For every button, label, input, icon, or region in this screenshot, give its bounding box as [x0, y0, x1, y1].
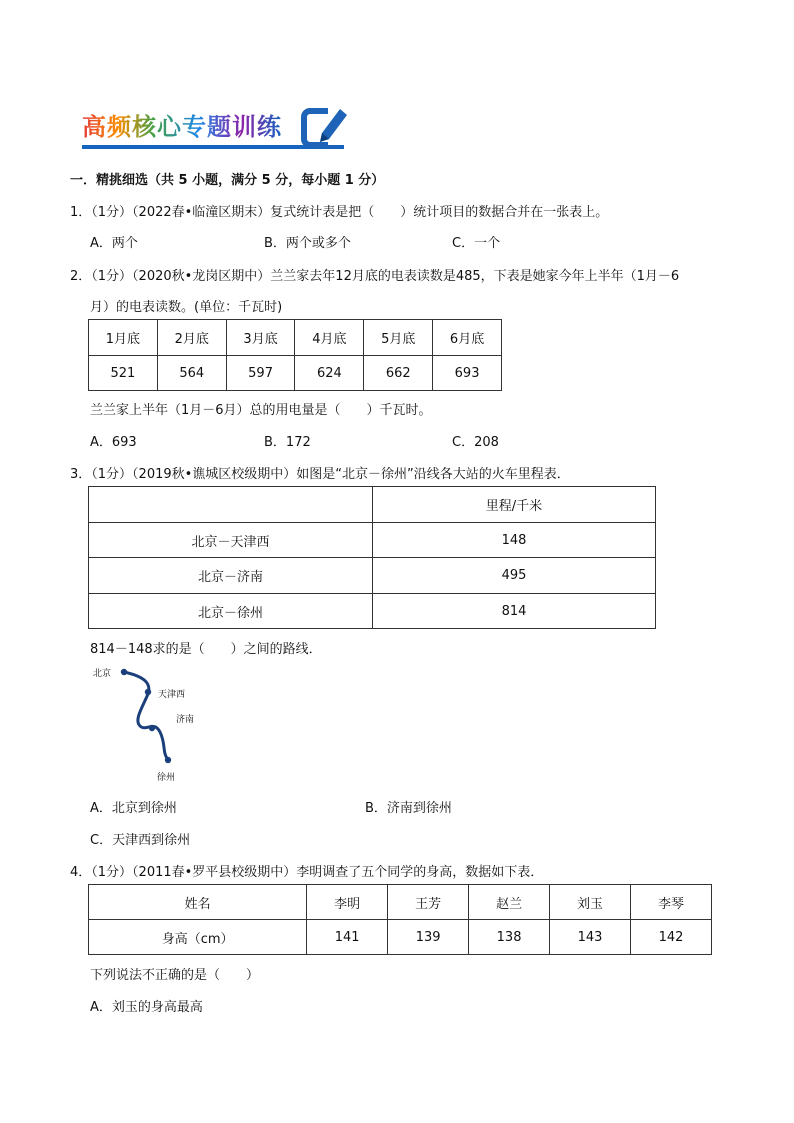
table-cell: 4月底 [295, 320, 364, 356]
q1-option-c: C．一个 [452, 236, 501, 251]
table-cell: 5月底 [364, 320, 433, 356]
table-header-row [89, 487, 656, 523]
electricity-table [88, 319, 502, 391]
question-3-stem: 3．（1分）（2019秋•谯城区校级期中）如图是“北京－徐州”沿线各大站的火车里程表． [70, 467, 570, 482]
table-cell: 693 [433, 356, 502, 391]
question-1-stem: 1．（1分）（2022春•临潼区期末）复式统计表是把（ ）统计项目的数据合并在一张表上。 [70, 205, 609, 220]
table-row [89, 356, 502, 391]
question-3-prompt: 814－148求的是（ ）之间的路线． [90, 642, 322, 657]
table-cell [89, 487, 373, 523]
table-header-row [89, 320, 502, 356]
table-cell: 李琴 [631, 885, 712, 920]
question-2-prompt: 兰兰家上半年（1月－6月）总的用电量是（ ）千瓦时。 [90, 403, 432, 418]
station-dot-jinan [149, 725, 155, 731]
table-cell: 597 [226, 356, 295, 391]
q1-option-a: A．两个 [90, 236, 138, 251]
station-label: 天津西 [158, 690, 186, 700]
height-table [88, 884, 712, 955]
question-2-stem-line2: 月）的电表读数。(单位：千瓦时) [90, 300, 283, 315]
table-cell: 141 [307, 920, 388, 955]
table-cell: 143 [550, 920, 631, 955]
station-label: 徐州 [157, 773, 176, 783]
table-row [89, 920, 712, 955]
table-cell: 624 [295, 356, 364, 391]
table-cell: 495 [373, 558, 656, 594]
table-cell: 1月底 [89, 320, 158, 356]
table-cell: 814 [373, 594, 656, 629]
station-dot-beijing [121, 669, 127, 675]
q3-option-a: A．北京到徐州 [90, 801, 177, 816]
q2-option-a: A．693 [90, 435, 137, 450]
question-4-stem: 4．（1分）（2011春•罗平县校级期中）李明调查了五个同学的身高，数据如下表． [70, 865, 544, 880]
q4-option-a: A．刘玉的身高最高 [90, 1000, 203, 1015]
table-cell: 北京－天津西 [89, 523, 373, 558]
table-cell: 662 [364, 356, 433, 391]
q2-option-c: C．208 [452, 435, 499, 450]
table-cell: 姓名 [89, 885, 307, 920]
banner-title: 高频核心专题训练 [82, 107, 282, 142]
table-row [89, 523, 656, 558]
table-cell: 里程/千米 [373, 487, 656, 523]
question-4-prompt: 下列说法不正确的是（ ） [90, 968, 260, 983]
table-cell: 148 [373, 523, 656, 558]
table-cell: 身高（cm） [89, 920, 307, 955]
table-cell: 北京－徐州 [89, 594, 373, 629]
station-dot-xuzhou [165, 757, 171, 763]
table-cell: 3月底 [226, 320, 295, 356]
table-cell: 521 [89, 356, 158, 391]
station-dot-tianjinxi [145, 689, 151, 695]
table-cell: 138 [469, 920, 550, 955]
q3-option-b: B．济南到徐州 [365, 801, 452, 816]
table-cell: 142 [631, 920, 712, 955]
railway-line [124, 672, 168, 760]
station-label: 北京 [93, 669, 112, 679]
edit-pencil-icon [300, 103, 350, 153]
table-cell: 赵兰 [469, 885, 550, 920]
table-cell: 北京－济南 [89, 558, 373, 594]
table-cell: 6月底 [433, 320, 502, 356]
q3-option-c: C．天津西到徐州 [90, 833, 191, 848]
table-row [89, 594, 656, 629]
table-cell: 刘玉 [550, 885, 631, 920]
table-cell: 王芳 [388, 885, 469, 920]
section-title: 一．精挑细选（共 5 小题，满分 5 分，每小题 1 分） [70, 173, 385, 188]
table-cell: 李明 [307, 885, 388, 920]
table-cell: 139 [388, 920, 469, 955]
table-cell: 2月底 [157, 320, 226, 356]
q1-option-b: B．两个或多个 [264, 236, 351, 251]
station-label: 济南 [176, 715, 195, 725]
q2-option-b: B．172 [264, 435, 311, 450]
railway-distance-table [88, 486, 656, 629]
table-header-row [89, 885, 712, 920]
table-row [89, 558, 656, 594]
table-cell: 564 [157, 356, 226, 391]
question-2-stem-line1: 2．（1分）（2020秋•龙岗区期中）兰兰家去年12月底的电表读数是485，下表是她家今年上半年（1月－6 [70, 269, 680, 284]
banner [82, 103, 352, 155]
